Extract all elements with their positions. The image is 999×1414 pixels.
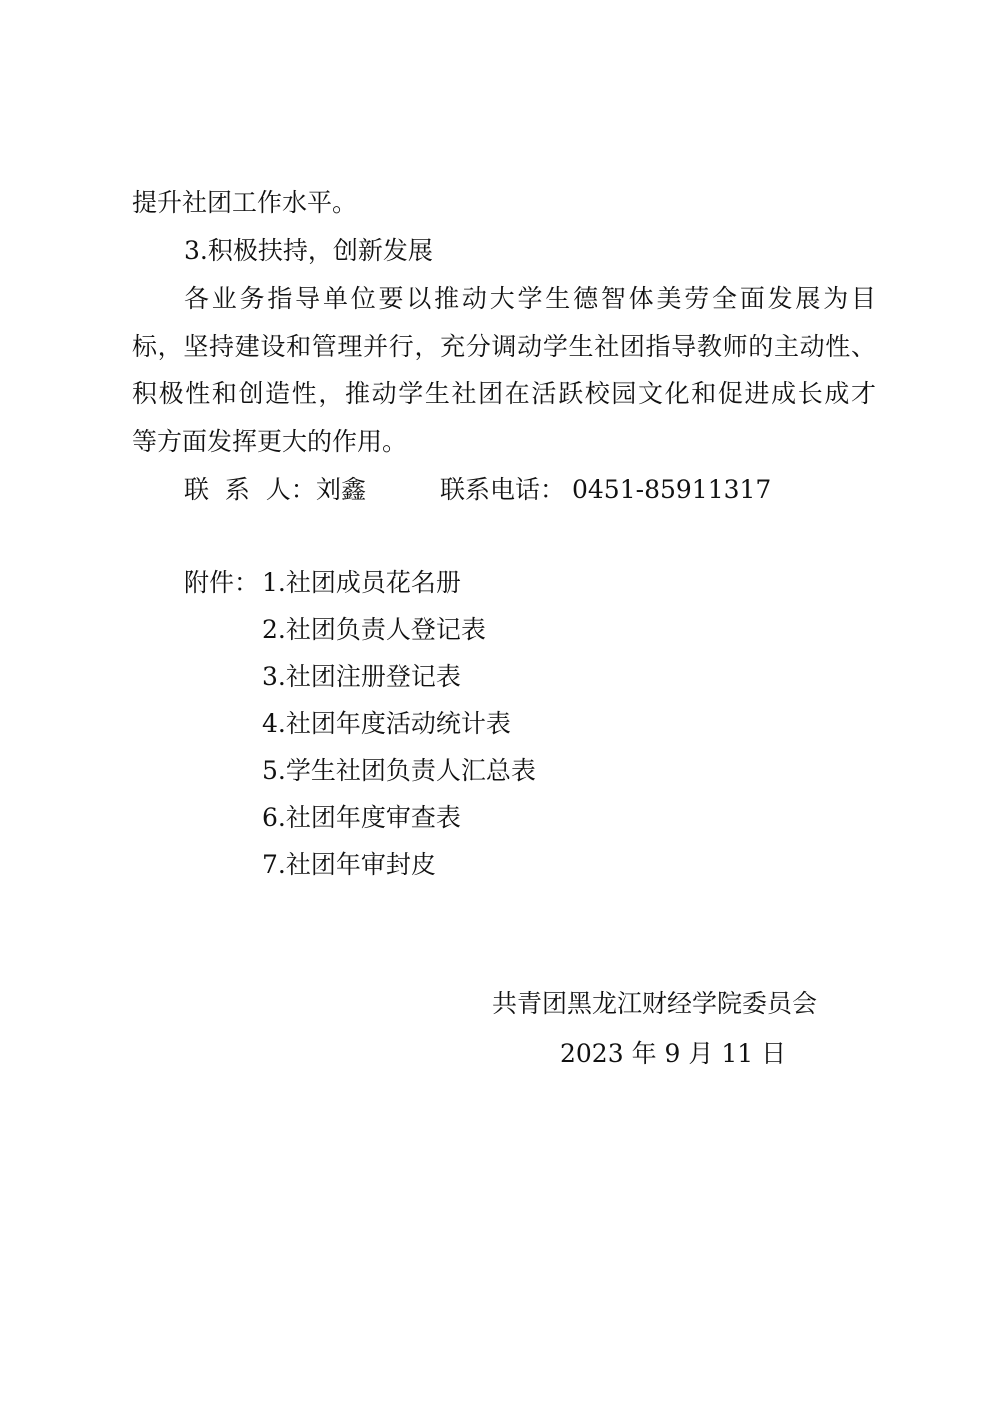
paragraph-line: 标，坚持建设和管理并行，充分调动学生社团指导教师的主动性、 <box>132 332 876 361</box>
contact-phone-label: 联系电话： <box>440 475 566 504</box>
paragraph-line: 积极性和创造性，推动学生社团在活跃校园文化和促进成长成才 <box>132 379 876 408</box>
section-heading: 3.积极扶持，创新发展 <box>184 236 433 265</box>
attachment-item: 2.社团负责人登记表 <box>262 615 486 644</box>
attachment-item: 3.社团注册登记表 <box>262 662 461 691</box>
signature-date: 2023 年 9 月 11 日 <box>560 1039 787 1068</box>
signature-org: 共青团黑龙江财经学院委员会 <box>492 989 818 1018</box>
attachments-label: 附件： <box>184 568 260 597</box>
contact-person-name: 刘鑫 <box>316 475 367 504</box>
attachment-item: 1.社团成员花名册 <box>262 568 461 597</box>
attachment-item: 4.社团年度活动统计表 <box>262 709 511 738</box>
contact-phone: 0451-85911317 <box>572 475 772 504</box>
attachment-item: 5.学生社团负责人汇总表 <box>262 756 536 785</box>
contact-person-label: 联 系 人： <box>184 475 316 504</box>
paragraph-line: 等方面发挥更大的作用。 <box>132 427 408 456</box>
paragraph-line: 各业务指导单位要以推动大学生德智体美劳全面发展为目 <box>184 284 876 313</box>
attachment-item: 7.社团年审封皮 <box>262 850 436 879</box>
paragraph-continuation: 提升社团工作水平。 <box>132 188 358 217</box>
attachment-item: 6.社团年度审查表 <box>262 803 461 832</box>
